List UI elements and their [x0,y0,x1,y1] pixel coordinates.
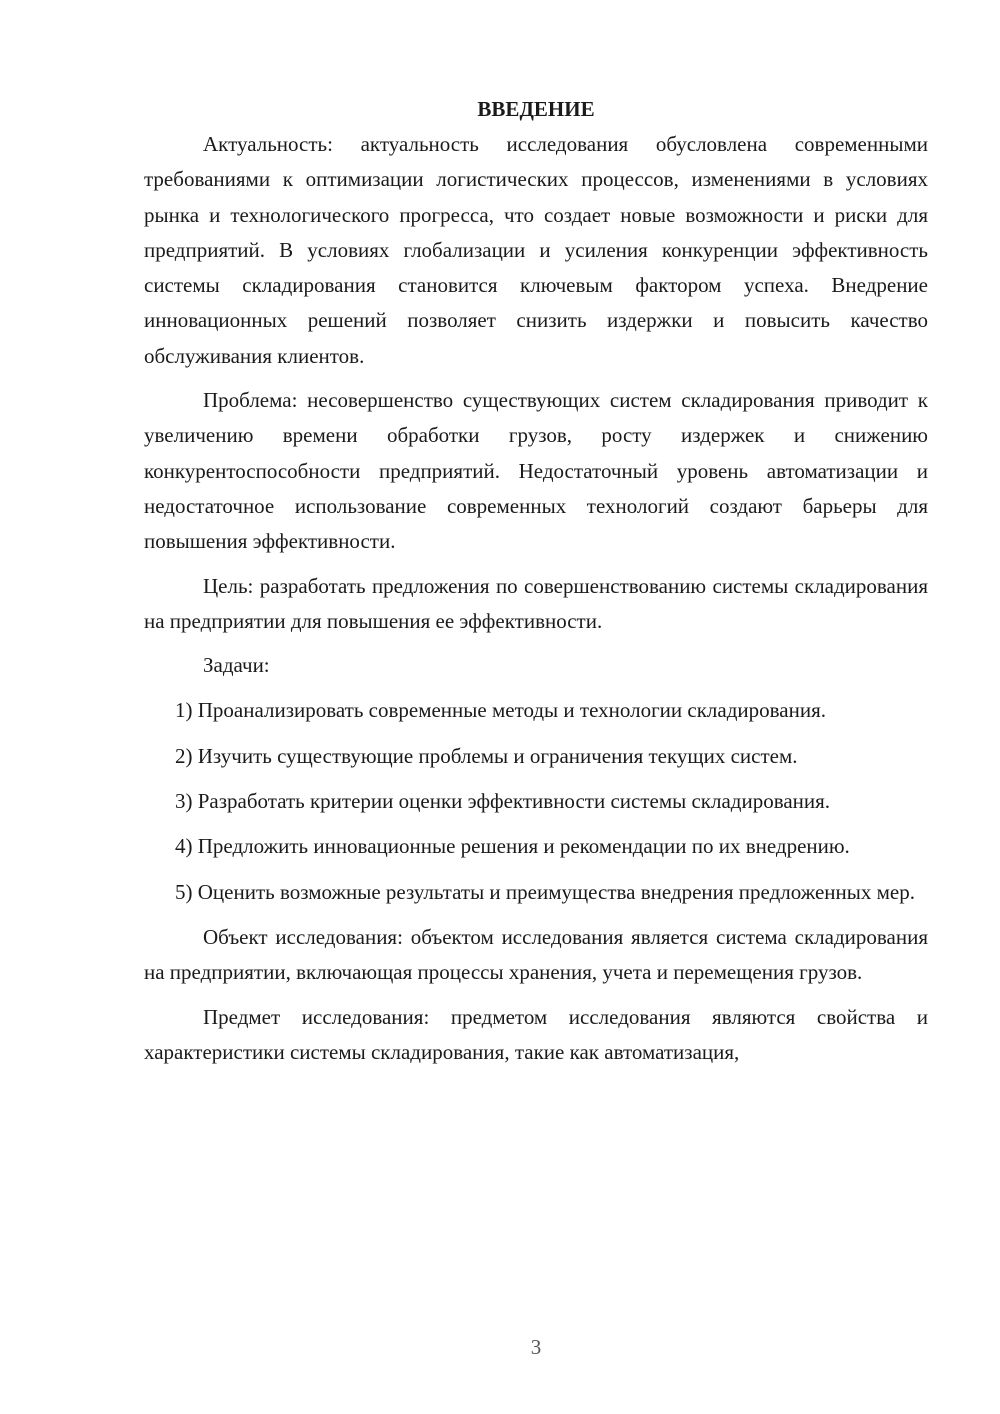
page-number: 3 [530,1335,542,1359]
paragraph-relevance: Актуальность: актуальность исследования обусловлена современными требованиями к оптимизации логистических процессов, изменениями в условиях рынка и технологического прогресса, что создает новые возможности и риски для предприятий. В условиях глобализации и усиления конкуренции эффективность системы складирования становится ключевым фактором успеха. Внедрение инновационных решений позволяет снизить издержки и повысить качество обслуживания клиентов. [144,132,928,368]
tasks-label: Задачи: [203,653,270,678]
document-page [144,92,928,1079]
task-list [144,693,928,909]
paragraph-problem: Проблема: несовершенство существующих систем складирования приводит к увеличению времени обработки грузов, росту издержек и снижению конкурентоспособности предприятий. Недостаточный уровень автоматизации и недостаточное использование современных технологий создают барьеры для повышения эффективности. [144,388,928,554]
page-title: ВВЕДЕНИЕ [477,97,595,121]
task-item-3: 3) Разработать критерии оценки эффективности системы складирования. [175,789,831,814]
task-item-2: 2) Изучить существующие проблемы и ограничения текущих систем. [175,743,798,768]
paragraph-goal: Цель: разработать предложения по совершенствованию системы складирования на предприятии для повышения ее эффективности. [144,573,928,633]
task-item-5: 5) Оценить возможные результаты и преимущества внедрения предложенных мер. [175,879,915,904]
task-item-1: 1) Проанализировать современные методы и технологии складирования. [175,698,826,723]
task-item-4: 4) Предложить инновационные решения и рекомендации по их внедрению. [175,834,850,859]
paragraph-object: Объект исследования: объектом исследования является система складирования на предприятии, включающая процессы хранения, учета и перемещения грузов. [144,924,928,985]
paragraph-subject: Предмет исследования: предметом исследования являются свойства и характеристики системы складирования, такие как автоматизация, [144,1004,928,1064]
